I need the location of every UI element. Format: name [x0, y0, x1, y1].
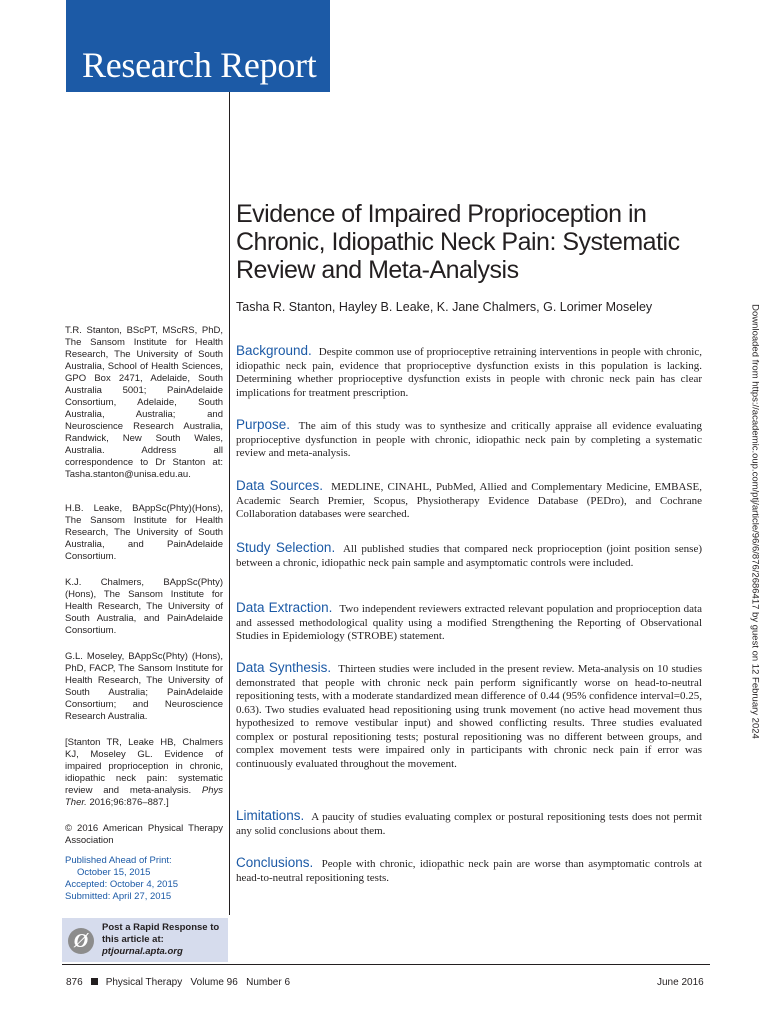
download-watermark	[745, 280, 761, 760]
affiliation-moseley: G.L. Moseley, BAppSc(Phty) (Hons), PhD, FACP, The Sansom Institute for Health Research, The University of South Australia; PainAdelaide Consortium; and Neuroscience Research Australia.	[65, 651, 223, 722]
abstract-conclusions	[236, 856, 702, 885]
affiliation-leake: H.B. Leake, BAppSc(Phty)(Hons), The Sansom Institute for Health Research, The University of South Australia, and PainAdelaide Consortium.	[65, 503, 223, 562]
article-title: Evidence of Impaired Proprioception in Chronic, Idiopathic Neck Pain: Systematic Review and Meta-Analysis	[236, 200, 680, 284]
accepted-date: Accepted: October 4, 2015	[65, 879, 179, 890]
section-banner	[66, 0, 330, 92]
affiliation-stanton: T.R. Stanton, BScPT, MScRS, PhD, The Sansom Institute for Health Research, The University of South Australia, School of Health Sciences, GPO Box 2471, Adelaide, South Australia 5001; PainAdelaide Consortium, Adelaide, South Australia, Australia; and Neuroscience Research Australia, Randwick, New South Wales, Australia. Address all correspondence to Dr Stanton at: Tasha.stanton@unisa.edu.au.	[65, 325, 223, 480]
background-text: Despite common use of proprioceptive retraining interventions in people with chronic, idiopathic neck pain, evidence that proprioceptive dysfunction exists in this population is lacking. Determining whether proprioceptive dysfunction exists in people with chronic neck pain has clear implications for treatment prescription.	[236, 346, 702, 399]
citation-text: [Stanton TR, Leake HB, Chalmers KJ, Moseley GL. Evidence of impaired proprioception in chronic, idiopathic neck pain: systematic review and meta-analysis.	[65, 737, 223, 796]
journal-issue: Physical Therapy Volume 96 Number 6	[105, 977, 291, 988]
limitations-text: A paucity of studies evaluating complex or postural repositioning tests does not permit any solid conclusions about them.	[236, 811, 702, 837]
publication-history	[65, 855, 225, 903]
page-number: 876	[66, 977, 83, 988]
footer-rule	[62, 964, 710, 965]
published-date: October 15, 2015	[77, 867, 151, 878]
copyright: © 2016 American Physical Therapy Association	[65, 823, 223, 846]
column-divider	[229, 92, 230, 915]
limitations-heading: Limitations.	[236, 808, 305, 823]
synthesis-text: Thirteen studies were included in the present review. Meta-analysis on 10 studies demonstrated that people with chronic neck pain perform significantly worse on head-to-neutral repositioning tests, with a moderate standardized mean difference of 0.44 (95% confidence interval=0.25, 0.63). Two studies evaluated head repositioning using trunk movement (no active head movement thus hypothesized to remove vestibular input) and showed conflicting results. Three studies evaluated complex or postural repositioning tests; postural repositioning was no different between groups, and complex movement tests were impaired only in participants with chronic neck pain if error was continuously evaluated throughout the movement.	[236, 663, 703, 770]
abstract-study-selection	[236, 541, 702, 570]
abstract-purpose	[236, 418, 702, 461]
abstract-data-sources	[236, 479, 702, 522]
banner-label: Research Report	[82, 45, 317, 85]
affiliation-chalmers: K.J. Chalmers, BAppSc(Phty) (Hons), The Sansom Institute for Health Research, The University of South Australia, and PainAdelaide Consortium.	[65, 577, 223, 636]
rapid-response-text	[102, 922, 226, 958]
purpose-text: The aim of this study was to synthesize and critically appraise all evidence evaluating proprioceptive dysfunction in people with chronic, idiopathic neck pain by completing a systematic review and meta-analysis.	[236, 420, 702, 459]
abstract-background	[236, 344, 702, 400]
rapid-response-box[interactable]	[62, 918, 228, 962]
rapid-response-label: Post a Rapid Response to this article at:	[102, 922, 220, 945]
footer-left	[66, 977, 290, 988]
published-label: Published Ahead of Print:	[65, 855, 172, 866]
conclusions-heading: Conclusions.	[236, 855, 314, 870]
background-heading: Background.	[236, 343, 312, 358]
extraction-text: Two independent reviewers extracted relevant population and proprioception data and assessed methodological quality using a modified Strengthening the Reporting of Observational Studies in Epidemiology (STROBE) statement.	[236, 603, 702, 642]
square-bullet-icon	[91, 978, 98, 985]
sources-text: MEDLINE, CINAHL, PubMed, Allied and Complementary Medicine, EMBASE, Academic Search Premier, Scopus, Physiotherapy Evidence Database (PEDro), and Cochrane Collaboration databases were searched.	[236, 481, 703, 520]
conclusions-text: People with chronic, idiopathic neck pain are worse than asymptomatic controls at head-to-neutral repositioning tests.	[236, 858, 702, 884]
sources-heading: Data Sources.	[236, 478, 323, 493]
rapid-response-icon: Ø	[68, 928, 94, 954]
extraction-heading: Data Extraction.	[236, 600, 333, 615]
submitted-date: Submitted: April 27, 2015	[65, 891, 172, 902]
citation-journal: Phys Ther.	[65, 785, 223, 808]
selection-text: All published studies that compared neck proprioception (joint position sense) between a chronic, idiopathic neck pain sample and asymptomatic controls were included.	[236, 543, 702, 569]
citation	[65, 737, 223, 809]
abstract-limitations	[236, 809, 702, 838]
footer-date: June 2016	[657, 977, 704, 988]
purpose-heading: Purpose.	[236, 417, 291, 432]
download-note: Downloaded from https://academic.oup.com/ptj/article/96/6/876/2686417 by guest on 12 February 2024	[749, 304, 761, 739]
selection-heading: Study Selection.	[236, 540, 336, 555]
abstract-data-extraction	[236, 601, 702, 644]
synthesis-heading: Data Synthesis.	[236, 660, 332, 675]
rapid-response-link[interactable]: ptjournal.apta.org	[102, 946, 183, 957]
abstract-data-synthesis	[236, 661, 702, 771]
citation-end: 2016;96:876–887.]	[86, 797, 169, 808]
article-authors: Tasha R. Stanton, Hayley B. Leake, K. Jane Chalmers, G. Lorimer Moseley	[236, 300, 653, 314]
